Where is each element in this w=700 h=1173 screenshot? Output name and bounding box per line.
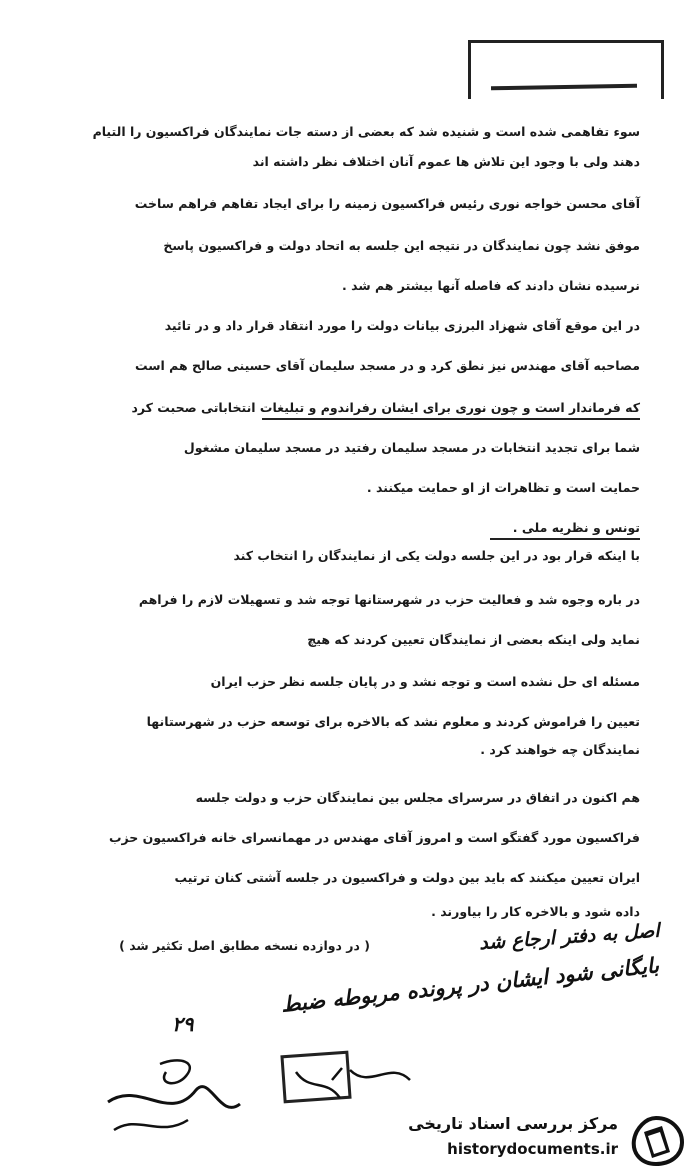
underline bbox=[262, 418, 640, 420]
archive-logo-icon bbox=[626, 1112, 686, 1168]
body-line: ایران تعیین میکنند که باید بین دولت و فراکسیون در جلسه آشتی کنان ترتیب bbox=[174, 870, 640, 885]
body-line: آقای محسن خواجه نوری رئیس فراکسیون زمینه را برای ایجاد تفاهم فراهم ساخت bbox=[134, 196, 640, 211]
body-line: فراکسیون مورد گفتگو است و امروز آقای مهندس در مهمانسرای خانه فراکسیون حزب bbox=[108, 830, 640, 845]
letterhead-stamp-box bbox=[468, 40, 664, 99]
body-line: سوء تفاهمی شده است و شنیده شد که بعضی از دسته جات نمایندگان فراکسیون را التیام bbox=[92, 124, 640, 139]
handwritten-note-1: اصل به دفتر ارجاع شد bbox=[478, 919, 661, 955]
body-line: در باره وجوه شد و فعالیت حزب در شهرستانها توجه شد و تسهیلات لازم را فراهم bbox=[138, 592, 640, 607]
body-line: نرسیده نشان دادند که فاصله آنها بیشتر هم شد . bbox=[342, 278, 640, 293]
body-line: تعیین را فراموش کردند و معلوم نشد که بالاخره برای توسعه حزب در شهرستانها bbox=[146, 714, 640, 729]
logo-url: historydocuments.ir bbox=[447, 1140, 618, 1158]
body-line: با اینکه قرار بود در این جلسه دولت یکی از نمایندگان را انتخاب کند bbox=[233, 548, 640, 563]
footnote: ( در دوازده نسخه مطابق اصل تکثیر شد ) bbox=[119, 938, 370, 953]
logo-title: مرکز بررسی اسناد تاریخی bbox=[408, 1114, 618, 1133]
body-line: داده شود و بالاخره کار را بیاورند . bbox=[431, 904, 640, 919]
body-line: در این موقع آقای شهزاد البرزی بیانات دولت را مورد انتقاد قرار داد و در تائید bbox=[164, 318, 640, 333]
body-line: شما برای تجدید انتخابات در مسجد سلیمان رفتید در مسجد سلیمان مشغول bbox=[183, 440, 640, 455]
archive-logo bbox=[400, 1112, 690, 1168]
body-line: دهند ولی با وجود این تلاش ها عموم آنان اختلاف نظر داشته اند bbox=[252, 154, 640, 169]
body-line: هم اکنون در اتفاق در سرسرای مجلس بین نمایندگان حزب و دولت جلسه bbox=[195, 790, 640, 805]
signature-scribble bbox=[100, 1050, 430, 1140]
handwritten-note-2: بایگانی شود ایشان در پرونده مربوطه ضبط bbox=[279, 952, 661, 1017]
body-line: که فرماندار است و چون نوری برای ایشان رفراندوم و تبلیغات انتخاباتی صحبت کرد bbox=[131, 400, 640, 415]
body-line: موفق نشد چون نمایندگان در نتیجه این جلسه به اتحاد دولت و فراکسیون پاسخ bbox=[163, 238, 640, 253]
handwritten-date-number: ۲۹ bbox=[172, 1012, 194, 1036]
heading-underline bbox=[490, 538, 640, 540]
body-line: مصاحبه آقای مهندس نیز نطق کرد و در مسجد سلیمان آقای حسینی صالح هم است bbox=[135, 358, 640, 373]
body-line: حمایت است و تظاهرات از او حمایت میکنند . bbox=[366, 480, 640, 495]
body-line: نماید ولی اینکه بعضی از نمایندگان تعیین کردند که هیچ bbox=[307, 632, 640, 647]
body-line: مسئله ای حل نشده است و توجه نشد و در پایان جلسه نظر حزب ایران bbox=[210, 674, 640, 689]
body-line: نمایندگان چه خواهند کرد . bbox=[480, 742, 640, 757]
section-heading: تونس و نظریه ملی . bbox=[512, 520, 640, 535]
